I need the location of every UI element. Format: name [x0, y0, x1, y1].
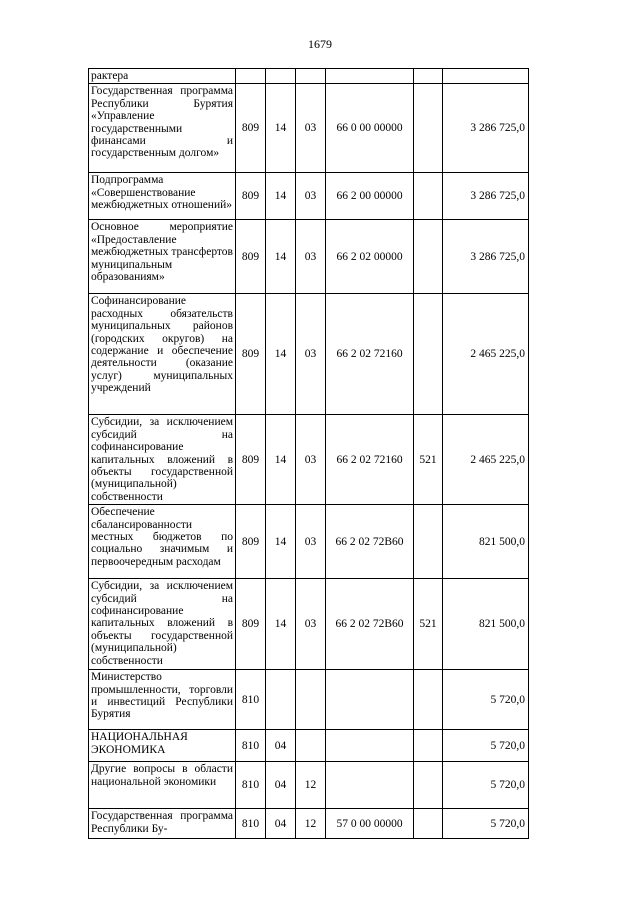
cell-vr: [414, 505, 443, 579]
page-number: 1679: [308, 37, 332, 51]
cell-vr: 521: [414, 579, 443, 670]
cell-csr: [326, 670, 414, 730]
cell-vr: [414, 69, 443, 84]
cell-vr: [414, 294, 443, 415]
cell-glav: 810: [236, 762, 266, 809]
cell-sum: 5 720,0: [443, 730, 529, 762]
row-name: Субсидии, за исключением субсидий на софинансирование капитальных вложений в объекты государственной (муниципальной) собственности: [89, 579, 236, 670]
cell-rz: 14: [266, 173, 296, 220]
cell-sum: 821 500,0: [443, 579, 529, 670]
cell-rz: 14: [266, 84, 296, 173]
cell-vr: [414, 809, 443, 839]
cell-rz: [266, 69, 296, 84]
cell-pr: 03: [296, 84, 326, 173]
cell-glav: 809: [236, 220, 266, 294]
cell-glav: 809: [236, 173, 266, 220]
row-name: Государственная программа Республики Бурятия «Управление государственными финансами и государственным долгом»: [89, 84, 236, 173]
cell-sum: 5 720,0: [443, 762, 529, 809]
cell-glav: 809: [236, 579, 266, 670]
budget-table: [88, 68, 529, 839]
cell-pr: [296, 730, 326, 762]
cell-csr: 66 2 02 72160: [326, 415, 414, 505]
cell-csr: 66 2 02 72В60: [326, 579, 414, 670]
table-row: [89, 762, 529, 809]
table-row: [89, 670, 529, 730]
table-row: [89, 730, 529, 762]
table-row: [89, 809, 529, 839]
cell-rz: 14: [266, 505, 296, 579]
cell-pr: 12: [296, 762, 326, 809]
cell-pr: 03: [296, 505, 326, 579]
cell-rz: 04: [266, 809, 296, 839]
row-name: рактера: [89, 69, 236, 84]
cell-glav: [236, 69, 266, 84]
cell-glav: 809: [236, 415, 266, 505]
cell-rz: 14: [266, 294, 296, 415]
row-name: Софинансирование расходных обязательств муниципальных районов (городских округов) на содержание и обеспечение деятельности (оказание услуг) муниципальных учреждений: [89, 294, 236, 415]
cell-sum: 2 465 225,0: [443, 415, 529, 505]
cell-rz: 14: [266, 415, 296, 505]
table-row: [89, 173, 529, 220]
cell-pr: 03: [296, 294, 326, 415]
table-row: [89, 69, 529, 84]
cell-vr: [414, 84, 443, 173]
cell-csr: 66 2 02 00000: [326, 220, 414, 294]
cell-vr: [414, 173, 443, 220]
row-name: Подпрограмма «Совершенствование межбюджетных отношений»: [89, 173, 236, 220]
row-name: НАЦИОНАЛЬНАЯ ЭКОНОМИКА: [89, 730, 236, 762]
table-row: [89, 579, 529, 670]
cell-vr: 521: [414, 415, 443, 505]
cell-csr: [326, 730, 414, 762]
cell-glav: 809: [236, 505, 266, 579]
cell-sum: [443, 69, 529, 84]
cell-sum: 5 720,0: [443, 670, 529, 730]
cell-sum: 5 720,0: [443, 809, 529, 839]
cell-pr: 03: [296, 415, 326, 505]
cell-pr: 03: [296, 579, 326, 670]
table-row: [89, 294, 529, 415]
cell-sum: 821 500,0: [443, 505, 529, 579]
row-name: Основное мероприятие «Предоставление межбюджетных трансфертов муниципальным образованиям»: [89, 220, 236, 294]
row-name: Министерство промышленности, торговли и инвестиций Республики Бурятия: [89, 670, 236, 730]
cell-vr: [414, 762, 443, 809]
row-name: Государственная программа Республики Бу-: [89, 809, 236, 839]
cell-vr: [414, 730, 443, 762]
cell-pr: [296, 670, 326, 730]
cell-rz: 04: [266, 730, 296, 762]
cell-csr: 66 2 02 72160: [326, 294, 414, 415]
cell-pr: 12: [296, 809, 326, 839]
cell-rz: 14: [266, 220, 296, 294]
cell-csr: 66 2 00 00000: [326, 173, 414, 220]
cell-glav: 810: [236, 809, 266, 839]
cell-csr: 66 2 02 72В60: [326, 505, 414, 579]
cell-glav: 810: [236, 730, 266, 762]
table-row: [89, 505, 529, 579]
budget-table-body: [89, 69, 529, 839]
cell-vr: [414, 220, 443, 294]
row-name: Обеспечение сбалансированности местных бюджетов по социально значимым и первоочередным расходам: [89, 505, 236, 579]
cell-sum: 3 286 725,0: [443, 173, 529, 220]
row-name: Субсидии, за исключением субсидий на софинансирование капитальных вложений в объекты государственной (муниципальной) собственности: [89, 415, 236, 505]
cell-glav: 810: [236, 670, 266, 730]
cell-vr: [414, 670, 443, 730]
cell-rz: 04: [266, 762, 296, 809]
cell-csr: 66 0 00 00000: [326, 84, 414, 173]
cell-glav: 809: [236, 84, 266, 173]
table-row: [89, 84, 529, 173]
cell-rz: [266, 670, 296, 730]
cell-sum: 2 465 225,0: [443, 294, 529, 415]
cell-glav: 809: [236, 294, 266, 415]
table-row: [89, 415, 529, 505]
cell-sum: 3 286 725,0: [443, 84, 529, 173]
table-row: [89, 220, 529, 294]
cell-sum: 3 286 725,0: [443, 220, 529, 294]
cell-rz: 14: [266, 579, 296, 670]
cell-pr: 03: [296, 173, 326, 220]
cell-pr: 03: [296, 220, 326, 294]
cell-csr: [326, 762, 414, 809]
cell-csr: 57 0 00 00000: [326, 809, 414, 839]
cell-csr: [326, 69, 414, 84]
cell-pr: [296, 69, 326, 84]
row-name: Другие вопросы в области национальной экономики: [89, 762, 236, 809]
